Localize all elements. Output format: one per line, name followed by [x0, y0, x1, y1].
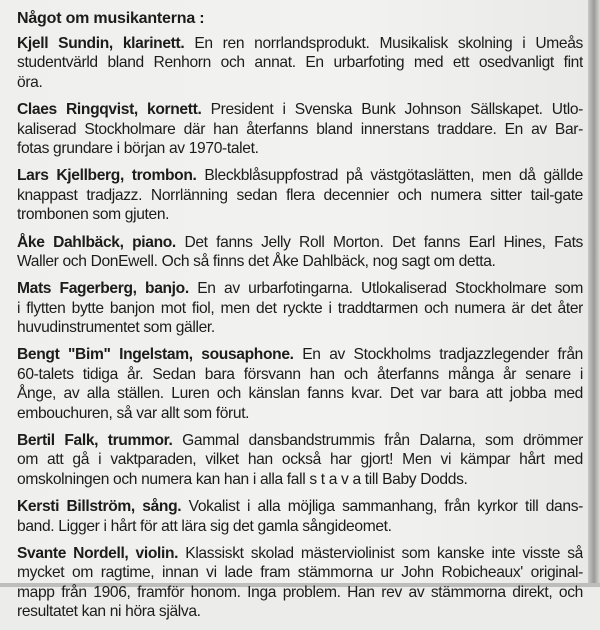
musician-paragraph — [17, 34, 583, 92]
musician-paragraph — [17, 544, 583, 622]
musician-description: 60-talets tidiga år. Sedan bara försvann han och återfanns många år senare i — [17, 365, 583, 383]
musician-name: Svante Nordell, violin. — [17, 544, 179, 562]
text-line — [17, 252, 583, 271]
musician-paragraph — [17, 166, 583, 224]
musician-name: Åke Dahlbäck, piano. — [17, 233, 176, 251]
text-line — [17, 470, 583, 489]
musician-paragraph — [17, 100, 583, 158]
text-line — [17, 431, 583, 450]
text-line — [17, 384, 583, 403]
text-line — [17, 450, 583, 469]
musician-description: embouchuren, så var allt som förut. — [17, 404, 250, 422]
section-title: Något om musikanterna : — [17, 10, 205, 27]
text-line — [17, 205, 583, 224]
musician-description: studentvärld bland Renhorn och annat. En urbarfoting med ett osedvanligt fint — [17, 54, 583, 72]
musician-name: Claes Ringqvist, kornett. — [17, 101, 202, 119]
musician-description: mycket om ragtime, innan vi lade fram stämmorna ur John Robicheaux' original- — [17, 564, 583, 582]
musician-description: knappast tradjazz. Norrlänning sedan flera decennier och numera sitter tail-gate — [17, 186, 583, 204]
text-line — [17, 345, 583, 364]
booklet-text — [17, 9, 583, 630]
musician-paragraph — [17, 497, 583, 536]
text-line — [17, 233, 583, 252]
musician-description: President i Svenska Bunk Johnson Sällskapet. Utlo- — [201, 101, 583, 119]
musician-description: i flytten bytte banjon mot fiol, men det ryckte i traddtarmen och numera är det åter — [17, 299, 583, 317]
text-line — [17, 120, 583, 139]
musician-description: En ren norrlandsprodukt. Musikalisk skolning i Umeås — [184, 35, 583, 52]
musician-description: En av urbarfotingarna. Utlokaliserad Stockholmare som — [188, 280, 583, 298]
text-line — [17, 139, 583, 158]
musician-name: Kersti Billström, sång. — [17, 498, 182, 516]
musician-description: Waller och DonEwell. Och så finns det Åke Dahlbäck, nog sagt om detta. — [17, 252, 496, 270]
text-line — [17, 583, 583, 602]
musician-paragraph — [17, 233, 583, 272]
musician-name: Mats Fagerberg, banjo. — [17, 280, 189, 298]
musician-description: trombonen som gjuten. — [17, 206, 170, 224]
musician-paragraph — [17, 345, 583, 423]
text-line — [17, 602, 583, 621]
musician-name: Kjell Sundin, klarinett. — [17, 35, 185, 52]
musician-name: Bengt "Bim" Ingelstam, sousaphone. — [17, 346, 294, 364]
musician-description: Det fanns Jelly Roll Morton. Det fanns Earl Hines, Fats — [175, 233, 583, 251]
musician-description: om att gå i vaktparaden, vilket han också har gjort! Men vi kämpar hårt med — [17, 451, 583, 469]
musician-description: mapp från 1906, framför honom. Inga problem. Han rev av stämmorna direkt, och — [17, 583, 583, 601]
page-edge — [588, 0, 600, 587]
text-line — [17, 299, 583, 318]
text-line — [17, 34, 583, 53]
musician-name: Bertil Falk, trummor. — [17, 432, 173, 450]
musician-description: huvudinstrumentet som gäller. — [17, 319, 215, 337]
text-line — [17, 517, 583, 536]
musician-description: resultatet kan ni höra själva. — [17, 603, 201, 621]
text-line — [17, 100, 583, 119]
musician-name: Lars Kjellberg, trombon. — [17, 167, 197, 185]
musician-description: band. Ligger i hårt för att lära sig det gamla sångideomet. — [17, 517, 392, 535]
musician-description: Gammal dansbandstrummis från Dalarna, som drömmer — [172, 432, 583, 450]
text-line — [17, 404, 583, 423]
musician-description: Vokalist i alla möjliga sammanhang, från kyrkor till dans- — [181, 498, 583, 516]
text-line — [17, 73, 583, 92]
text-line — [17, 318, 583, 337]
musician-paragraph — [17, 279, 583, 337]
text-line — [17, 544, 583, 563]
musician-description: Ånge, av alla ställen. Luren och känslan fanns kvar. Det var bara att jobba med — [17, 385, 583, 403]
text-line — [17, 279, 583, 298]
musician-paragraph — [17, 431, 583, 489]
musician-description: kaliserad Stockholmare där han återfanns bland innerstans traddare. En av Bar- — [17, 120, 583, 138]
text-line — [17, 365, 583, 384]
musician-description: fotas grundare i början av 1970-talet. — [17, 139, 259, 157]
musician-description: Bleckblåsuppfostrad på västgötaslätten, men då gällde — [196, 167, 583, 185]
text-line — [17, 563, 583, 582]
musician-description: Klassiskt skolad mästerviolinist som kanske inte visste så — [178, 544, 583, 562]
musician-description: En av Stockholms tradjazzlegender från — [293, 346, 583, 364]
text-line — [17, 186, 583, 205]
text-line — [17, 497, 583, 516]
musician-description: öra. — [17, 73, 43, 91]
musician-description: omskolningen och numera kan han i alla fall s t a v a till Baby Dodds. — [17, 470, 468, 488]
text-line — [17, 53, 583, 72]
text-line — [17, 166, 583, 185]
